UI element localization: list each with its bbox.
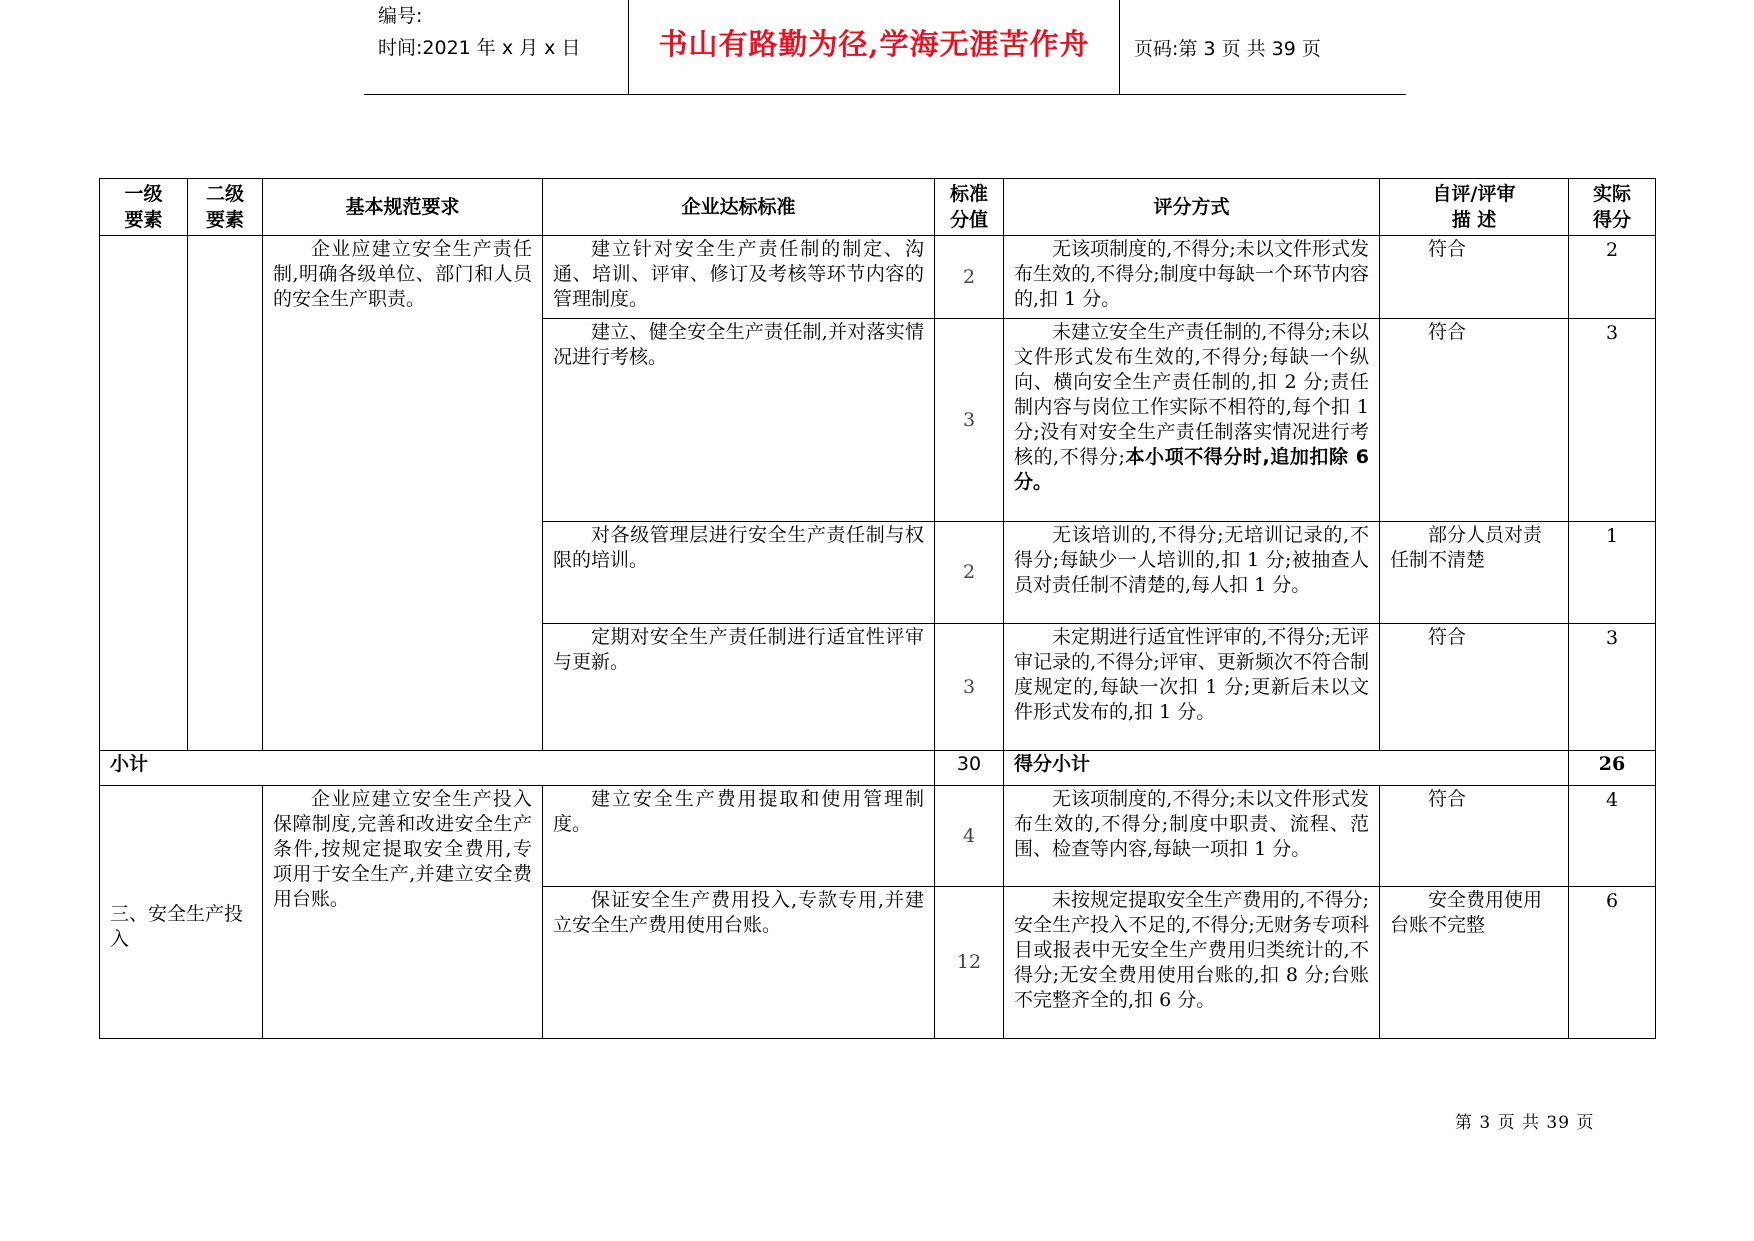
score-cell: 3 (935, 319, 1004, 522)
level1-cell (100, 236, 188, 751)
col-header-level1: 一级 要素 (100, 179, 188, 236)
table-header-row (100, 179, 1656, 236)
method-text: 未建立安全生产责任制的,不得分;未以文件形式发布生效的,不得分;每缺一个纵向、横向安全生产责任制的,扣 2 分;责任制内容与岗位工作实际不相符的,每个扣 1 分;没有对安全生产责任制落实情况进行考核的,不得分; (1014, 321, 1369, 468)
method-penalty-text: 本小项不得分时,追加扣除 6 分。 (1014, 446, 1369, 493)
method-cell: 无该培训的,不得分;无培训记录的,不得分;每缺少一人培训的,扣 1 分;被抽查人员对责任制不清楚的,每人扣 1 分。 (1004, 522, 1380, 624)
standard-cell: 对各级管理层进行安全生产责任制与权限的培训。 (543, 522, 935, 624)
requirement-cell: 企业应建立安全生产投入保障制度,完善和改进安全生产条件,按规定提取安全费用,专项用于安全生产,并建立安全费用台账。 (263, 786, 543, 1039)
description-cell: 符合 (1380, 319, 1569, 522)
page-header (364, 0, 1406, 95)
actual-score-cell: 4 (1569, 786, 1656, 887)
col-header-score: 标准 分值 (935, 179, 1004, 236)
subtotal-row (100, 751, 1656, 786)
actual-score-cell: 3 (1569, 319, 1656, 522)
col-header-level2: 二级 要素 (188, 179, 263, 236)
header-motto: 书山有路勤为径,学海无涯苦作舟 (658, 27, 1090, 61)
actual-score-cell: 3 (1569, 624, 1656, 751)
col-header-standard: 企业达标标准 (543, 179, 935, 236)
standard-cell: 保证安全生产费用投入,专款专用,并建立安全生产费用使用台账。 (543, 887, 935, 1039)
actual-score-cell: 2 (1569, 236, 1656, 319)
subtotal-label: 小计 (100, 751, 935, 786)
method-cell (1004, 319, 1380, 522)
method-cell: 未定期进行适宜性评审的,不得分;无评审记录的,不得分;评审、更新频次不符合制度规定的,每缺一次扣 1 分;更新后未以文件形式发布的,扣 1 分。 (1004, 624, 1380, 751)
method-cell: 无该项制度的,不得分;未以文件形式发布生效的,不得分;制度中职责、流程、范围、检查等内容,每缺一项扣 1 分。 (1004, 786, 1380, 887)
table-row (100, 786, 1656, 887)
header-divider (1119, 0, 1120, 94)
method-cell: 无该项制度的,不得分;未以文件形式发布生效的,不得分;制度中每缺一个环节内容的,扣 1 分。 (1004, 236, 1380, 319)
level2-cell (188, 236, 263, 751)
standard-cell: 建立针对安全生产责任制的制定、沟通、培训、评审、修订及考核等环节内容的管理制度。 (543, 236, 935, 319)
evaluation-table (99, 178, 1656, 1039)
standard-cell: 建立安全生产费用提取和使用管理制度。 (543, 786, 935, 887)
score-cell: 2 (935, 236, 1004, 319)
description-cell: 部分人员对责任制不清楚 (1380, 522, 1569, 624)
score-cell: 3 (935, 624, 1004, 751)
score-cell: 4 (935, 786, 1004, 887)
score-cell: 2 (935, 522, 1004, 624)
serial-label: 编号: (378, 5, 423, 27)
description-cell: 安全费用使用台账不完整 (1380, 887, 1569, 1039)
score-cell: 12 (935, 887, 1004, 1039)
actual-score-cell: 6 (1569, 887, 1656, 1039)
subtotal-actual: 26 (1569, 751, 1656, 786)
table-row (100, 236, 1656, 319)
header-meta (378, 0, 628, 64)
col-header-description: 自评/评审 描 述 (1380, 179, 1569, 236)
standard-cell: 定期对安全生产责任制进行适宜性评审与更新。 (543, 624, 935, 751)
col-header-requirement: 基本规范要求 (263, 179, 543, 236)
description-cell: 符合 (1380, 624, 1569, 751)
requirement-cell: 企业应建立安全生产责任制,明确各级单位、部门和人员的安全生产职责。 (263, 236, 543, 751)
description-cell: 符合 (1380, 786, 1569, 887)
page-footer: 第 3 页 共 39 页 (1455, 1113, 1595, 1133)
subtotal-score-label: 得分小计 (1004, 751, 1569, 786)
method-cell: 未按规定提取安全生产费用的,不得分;安全生产投入不足的,不得分;无财务专项科目或报表中无安全生产费用归类统计的,不得分;无安全费用使用台账的,扣 8 分;台账不完整齐全的,扣 6 分。 (1004, 887, 1380, 1039)
header-page-info: 页码:第 3 页 共 39 页 (1134, 38, 1321, 60)
col-header-method: 评分方式 (1004, 179, 1380, 236)
level1-cell: 三、安全生产投入 (100, 786, 263, 1039)
description-cell: 符合 (1380, 236, 1569, 319)
col-header-actual: 实际 得分 (1569, 179, 1656, 236)
date-line: 时间:2021 年 x 月 x 日 (378, 37, 581, 59)
actual-score-cell: 1 (1569, 522, 1656, 624)
standard-cell: 建立、健全安全生产责任制,并对落实情况进行考核。 (543, 319, 935, 522)
subtotal-score: 30 (935, 751, 1004, 786)
